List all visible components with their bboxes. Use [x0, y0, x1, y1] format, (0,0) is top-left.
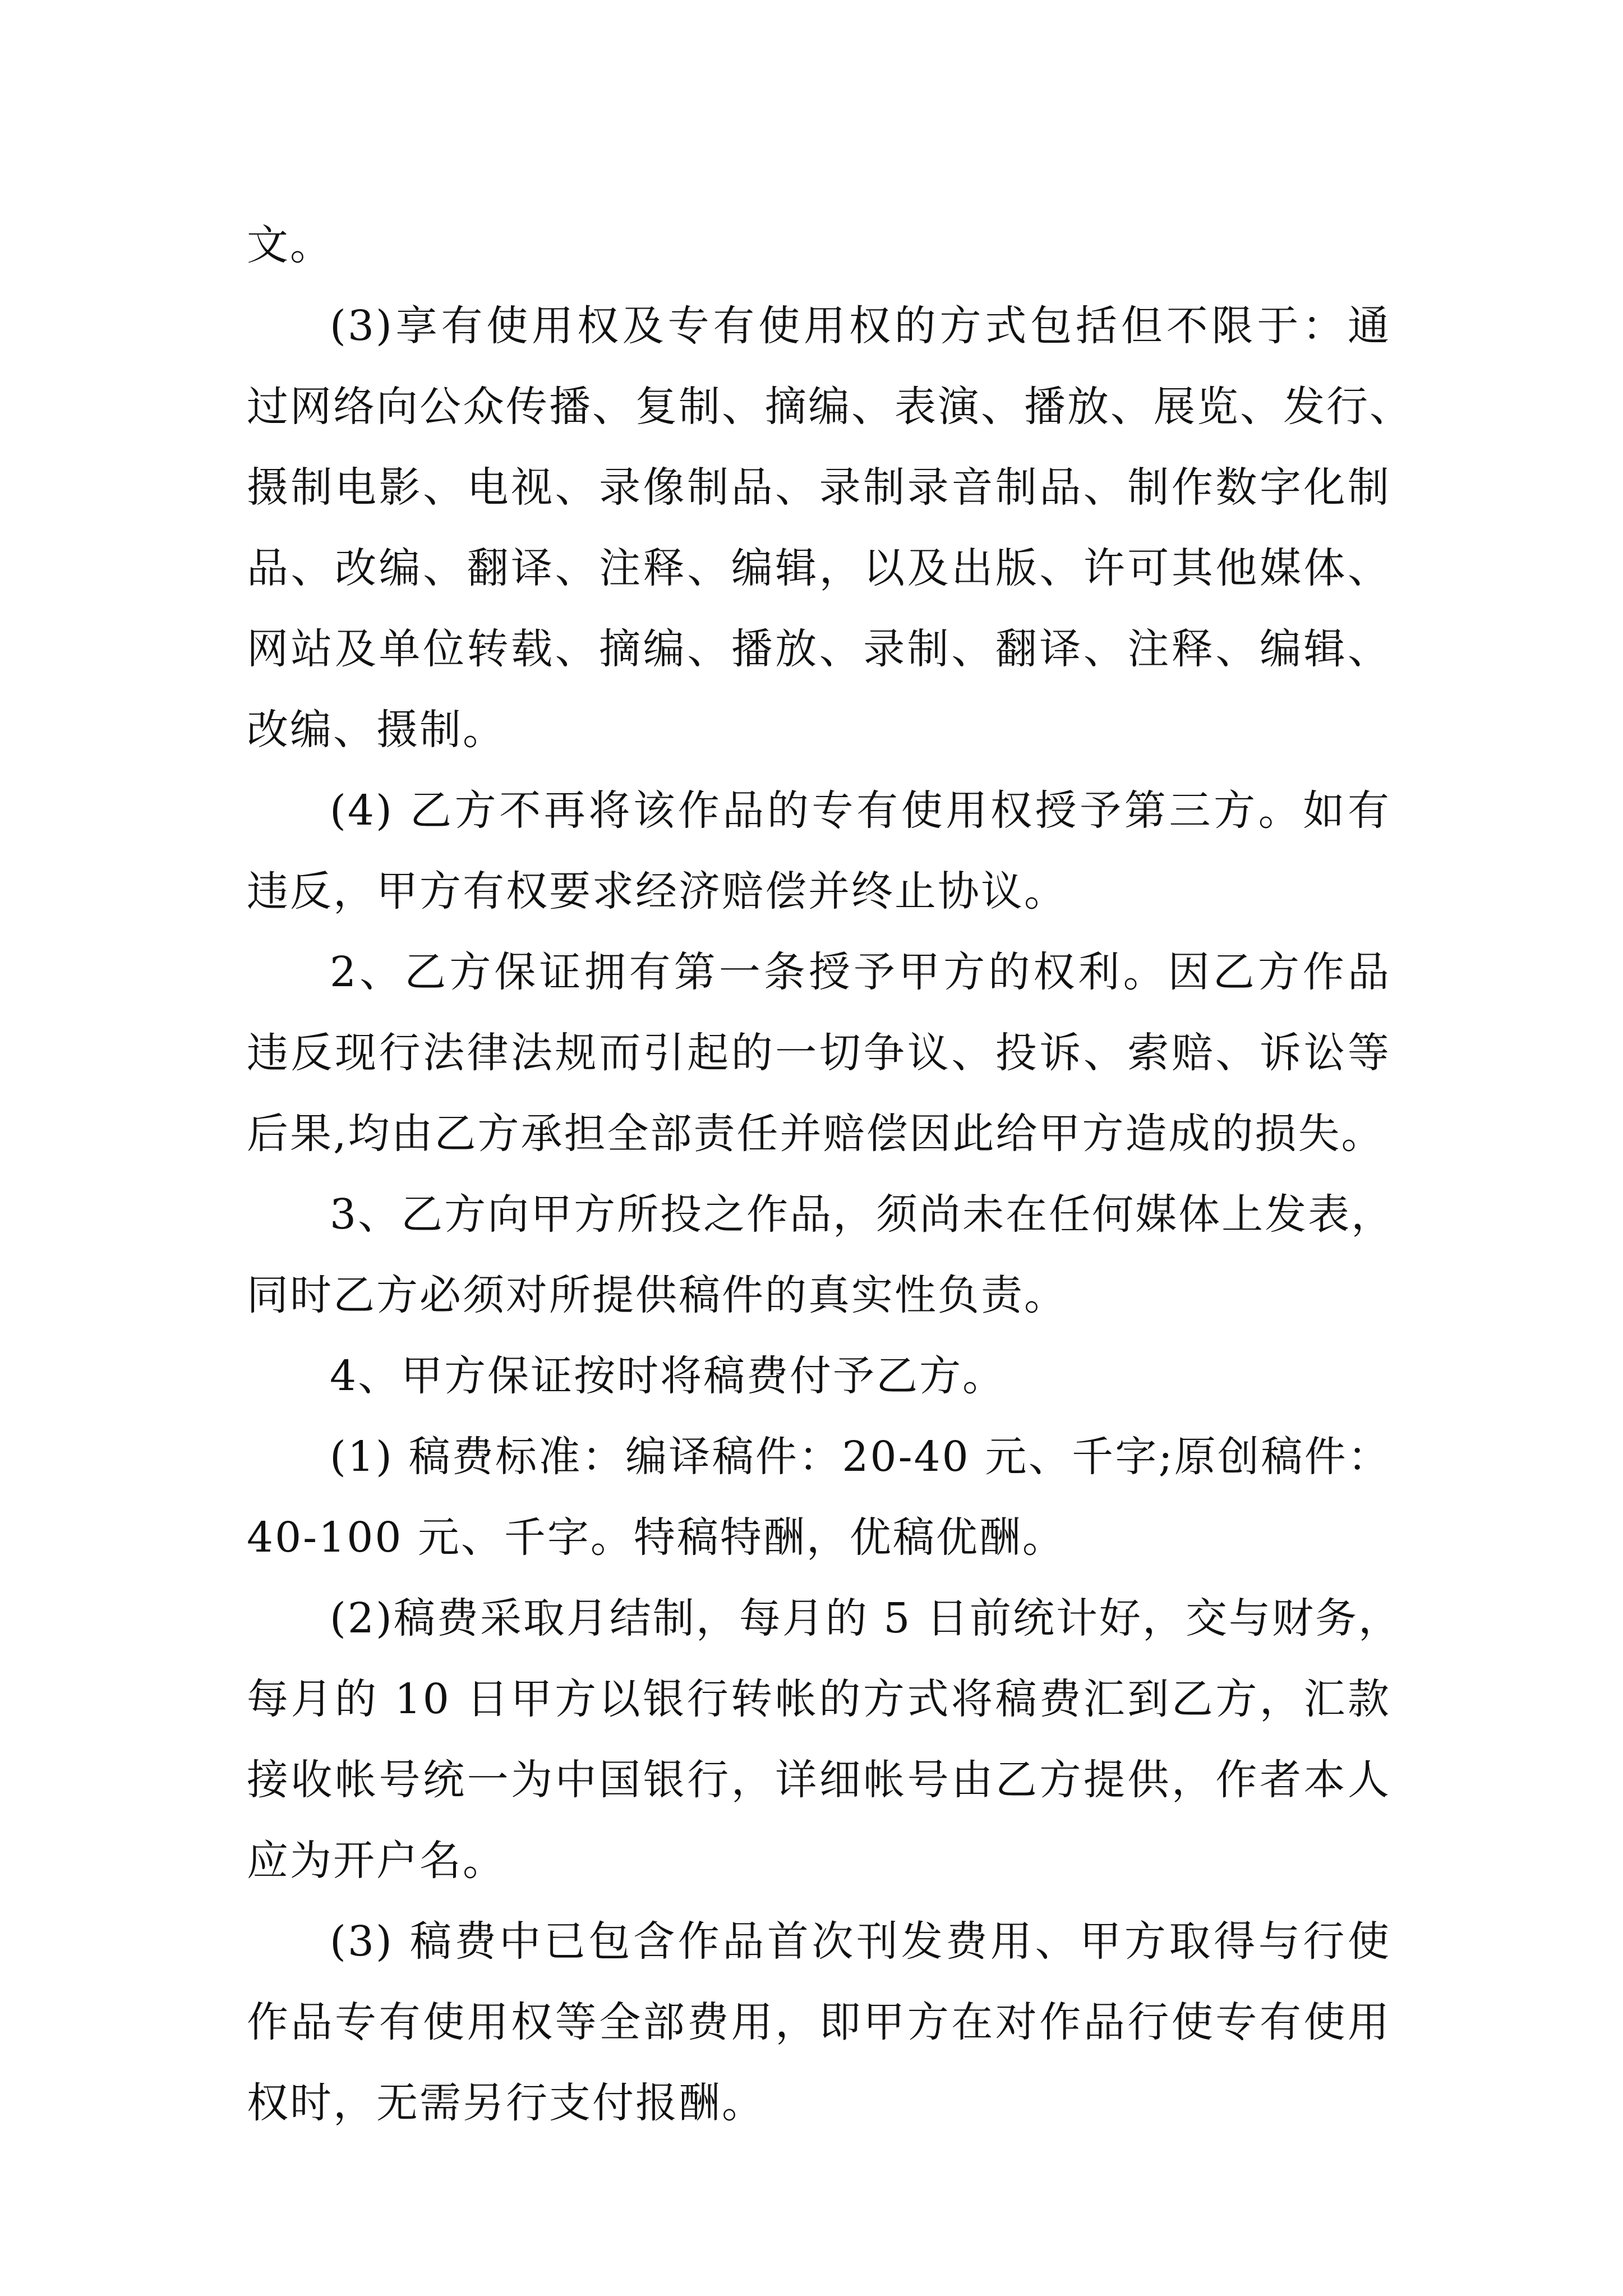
- text-line: 权时，无需另行支付报酬。: [247, 2079, 765, 2127]
- text-line: 过网络向公众传播、复制、摘编、表演、播放、展览、发行、: [247, 383, 1413, 431]
- text-line: 后果,均由乙方承担全部责任并赔偿因此给甲方造成的损失。: [247, 1110, 1385, 1158]
- text-line: (3)享有使用权及专有使用权的方式包括但不限于：通: [330, 302, 1391, 350]
- text-line: 接收帐号统一为中国银行，详细帐号由乙方提供，作者本人: [247, 1756, 1391, 1804]
- text-line: 每月的 10 日甲方以银行转帐的方式将稿费汇到乙方，汇款: [247, 1675, 1391, 1723]
- text-line: 应为开户名。: [247, 1837, 506, 1885]
- text-line: 网站及单位转载、摘编、播放、录制、翻译、注释、编辑、: [247, 625, 1391, 673]
- text-line: (2)稿费采取月结制，每月的 5 日前统计好，交与财务，: [330, 1594, 1401, 1642]
- text-line: 3、乙方向甲方所投之作品，须尚未在任何媒体上发表，: [330, 1190, 1395, 1239]
- text-line: (3) 稿费中已包含作品首次刊发费用、甲方取得与行使: [330, 1917, 1391, 1966]
- text-line: 40-100 元、千字。特稿特酬，优稿优酬。: [247, 1513, 1066, 1562]
- text-line: 4、甲方保证按时将稿费付予乙方。: [330, 1352, 1006, 1400]
- text-line: 摄制电影、电视、录像制品、录制录音制品、制作数字化制: [247, 463, 1391, 512]
- text-line: 改编、摄制。: [247, 706, 506, 754]
- text-line: 品、改编、翻译、注释、编辑，以及出版、许可其他媒体、: [247, 544, 1391, 592]
- text-line: 文。: [247, 221, 333, 269]
- text-line: (1) 稿费标准：编译稿件：20-40 元、千字;原创稿件：: [330, 1433, 1391, 1481]
- text-line: 违反现行法律法规而引起的一切争议、投诉、索赔、诉讼等: [247, 1029, 1391, 1077]
- document-body: [247, 205, 1413, 2143]
- text-line: 同时乙方必须对所提供稿件的真实性负责。: [247, 1271, 1067, 1319]
- text-line: 作品专有使用权等全部费用，即甲方在对作品行使专有使用: [247, 1998, 1391, 2046]
- text-line: 2、乙方保证拥有第一条授予甲方的权利。因乙方作品: [330, 948, 1391, 996]
- text-line: 违反，甲方有权要求经济赔偿并终止协议。: [247, 867, 1067, 915]
- text-line: (4) 乙方不再将该作品的专有使用权授予第三方。如有: [330, 786, 1391, 835]
